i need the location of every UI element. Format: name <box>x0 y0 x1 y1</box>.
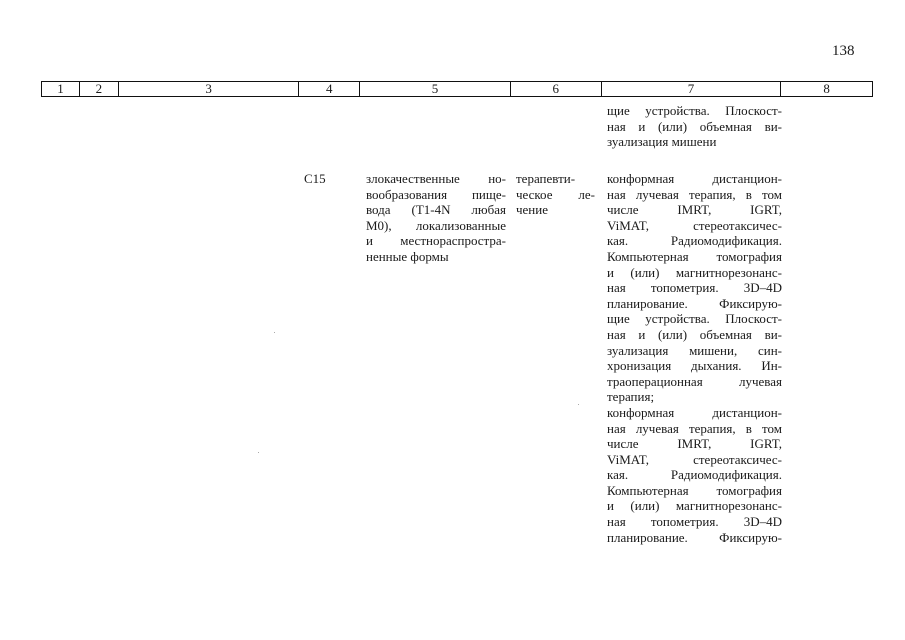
text-line: ная лучевая терапия, в том <box>607 420 782 436</box>
header-cell-8: 8 <box>823 81 830 96</box>
header-cell-1: 1 <box>42 82 80 96</box>
text-line: ная и (или) объемная ви- <box>607 326 782 342</box>
text-line: ViMAT, стереотаксичес- <box>607 217 782 233</box>
header-cell-3: 3 <box>119 82 300 96</box>
scan-speck <box>258 452 259 453</box>
text-line: планирование. Фиксирую- <box>607 529 782 545</box>
text-line: зуализация мишени, син- <box>607 342 782 358</box>
text-line: числе IMRT, IGRT, <box>607 436 782 452</box>
scan-speck <box>274 332 275 333</box>
text-line: и (или) магнитнорезонанс- <box>607 498 782 514</box>
text-line: зуализация мишени <box>607 134 717 150</box>
text-line: вода (T1-4N любая <box>366 202 506 218</box>
text-line: ная и (или) объемная ви- <box>607 118 782 134</box>
table-header-row <box>41 81 873 97</box>
row-code <box>304 171 326 187</box>
method-cell <box>607 171 782 545</box>
text-line: траоперационная лучевая <box>607 373 782 389</box>
continuation-text-col7 <box>607 103 782 150</box>
text-line: планирование. Фиксирую- <box>607 295 782 311</box>
text-line: конформная дистанцион- <box>607 404 782 420</box>
text-line: и местнораспростра- <box>366 233 506 249</box>
text-line: M0), локализованные <box>366 217 506 233</box>
text-line: кая. Радиомодификация. <box>607 233 782 249</box>
diagnosis-cell <box>366 171 506 265</box>
treatment-type-cell <box>516 171 595 218</box>
text-line: Компьютерная томография <box>607 248 782 264</box>
text-line: конформная дистанцион- <box>607 171 782 186</box>
text-line: ная топометрия. 3D–4D <box>607 514 782 530</box>
header-cell-6: 6 <box>511 82 602 96</box>
text-line: злокачественные но- <box>366 171 506 186</box>
text-line: кая. Радиомодификация. <box>607 467 782 483</box>
text-line: хронизация дыхания. Ин- <box>607 358 782 374</box>
header-cell-2: 2 <box>80 82 119 96</box>
scan-speck <box>578 404 579 405</box>
text-line: и (или) магнитнорезонанс- <box>607 264 782 280</box>
text-line: щие устройства. Плоскост- <box>607 103 782 118</box>
code-text: C15 <box>304 171 326 186</box>
header-cell-4: 4 <box>299 82 360 96</box>
text-line: чение <box>516 202 548 218</box>
text-line: числе IMRT, IGRT, <box>607 202 782 218</box>
text-line: ная топометрия. 3D–4D <box>607 280 782 296</box>
text-line: ческое ле- <box>516 186 595 202</box>
text-line: ная лучевая терапия, в том <box>607 186 782 202</box>
text-line: щие устройства. Плоскост- <box>607 311 782 327</box>
page-number: 138 <box>832 43 855 59</box>
text-line: Компьютерная томография <box>607 482 782 498</box>
header-cell-7: 7 <box>602 82 782 96</box>
text-line: терапевти- <box>516 171 576 186</box>
text-line: ненные формы <box>366 248 449 264</box>
header-cell-5: 5 <box>360 82 511 96</box>
text-line: терапия; <box>607 389 655 405</box>
text-line: вообразования пище- <box>366 186 506 202</box>
text-line: ViMAT, стереотаксичес- <box>607 451 782 467</box>
